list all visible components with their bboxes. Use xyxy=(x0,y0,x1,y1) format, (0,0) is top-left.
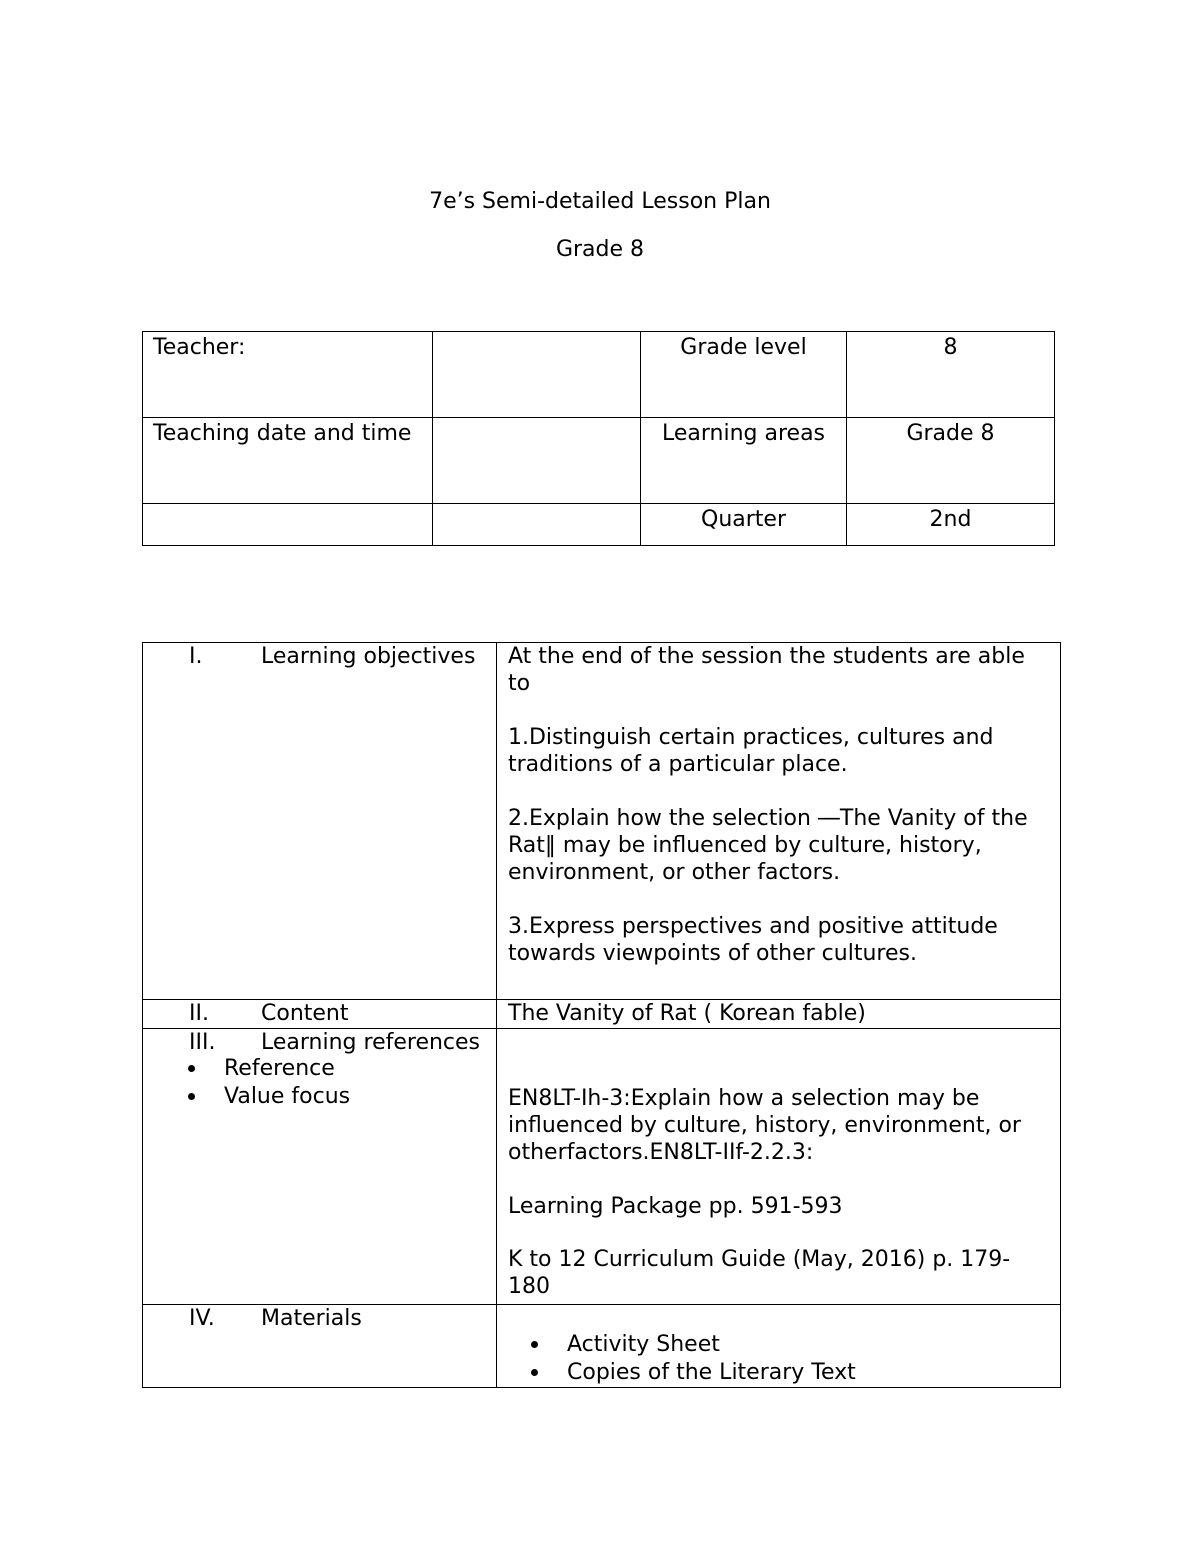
learning-areas-label: Learning areas xyxy=(641,418,847,504)
learning-areas-value: Grade 8 xyxy=(847,418,1055,504)
date-label: Teaching date and time xyxy=(143,418,433,504)
quarter-label: Quarter xyxy=(641,504,847,546)
objective-item: 2.Explain how the selection ―The Vanity of the Rat‖ may be influenced by culture, history, environment, or other factors. xyxy=(508,806,1028,885)
empty-cell xyxy=(143,504,433,546)
teacher-label: Teacher: xyxy=(143,332,433,418)
quarter-value: 2nd xyxy=(847,504,1055,546)
list-item: Activity Sheet xyxy=(498,1331,1050,1359)
info-table xyxy=(142,331,1055,546)
page-subtitle: Grade 8 xyxy=(555,237,645,262)
list-item: Value focus xyxy=(143,1083,496,1111)
list-item: Copies of the Literary Text xyxy=(498,1359,1050,1387)
objective-item: 1.Distinguish certain practices, cultures and traditions of a particular place. xyxy=(508,725,994,777)
objectives-row xyxy=(143,643,1061,1000)
competency-text: EN8LT-Ih-3:Explain how a selection may be influenced by culture, history, environment, or otherfactors.EN8LT-IIf-2.2.3: xyxy=(508,1086,1021,1165)
objective-item: 3.Express perspectives and positive attitude towards viewpoints of other cultures. xyxy=(508,914,998,966)
guide-text: K to 12 Curriculum Guide (May, 2016) p. 179-180 xyxy=(508,1247,1011,1299)
grade-level-value: 8 xyxy=(847,332,1055,418)
section-number: IV. xyxy=(189,1306,215,1331)
info-row-teacher xyxy=(143,332,1055,418)
materials-row xyxy=(143,1305,1061,1388)
objectives-intro: At the end of the session the students are able to xyxy=(508,644,1025,696)
section-number: II. xyxy=(189,1001,209,1026)
empty-cell xyxy=(433,504,641,546)
references-row xyxy=(143,1029,1061,1305)
materials-list xyxy=(498,1331,1050,1387)
section-number: I. xyxy=(189,644,203,669)
section-label: Learning references xyxy=(261,1030,481,1055)
grade-level-label: Grade level xyxy=(641,332,847,418)
list-item: Reference xyxy=(143,1055,496,1083)
page-title: 7e’s Semi-detailed Lesson Plan xyxy=(429,189,771,214)
package-text: Learning Package pp. 591-593 xyxy=(508,1194,843,1219)
teacher-value xyxy=(433,332,641,418)
section-label: Learning objectives xyxy=(261,644,476,669)
references-sub-list xyxy=(143,1055,496,1111)
content-value: The Vanity of Rat ( Korean fable) xyxy=(497,1000,1061,1029)
section-label: Materials xyxy=(261,1306,362,1331)
section-label: Content xyxy=(261,1001,349,1026)
section-number: III. xyxy=(189,1030,216,1055)
date-value xyxy=(433,418,641,504)
content-row xyxy=(143,1000,1061,1029)
info-row-date xyxy=(143,418,1055,504)
lesson-plan-table xyxy=(142,642,1061,1388)
info-row-quarter xyxy=(143,504,1055,546)
